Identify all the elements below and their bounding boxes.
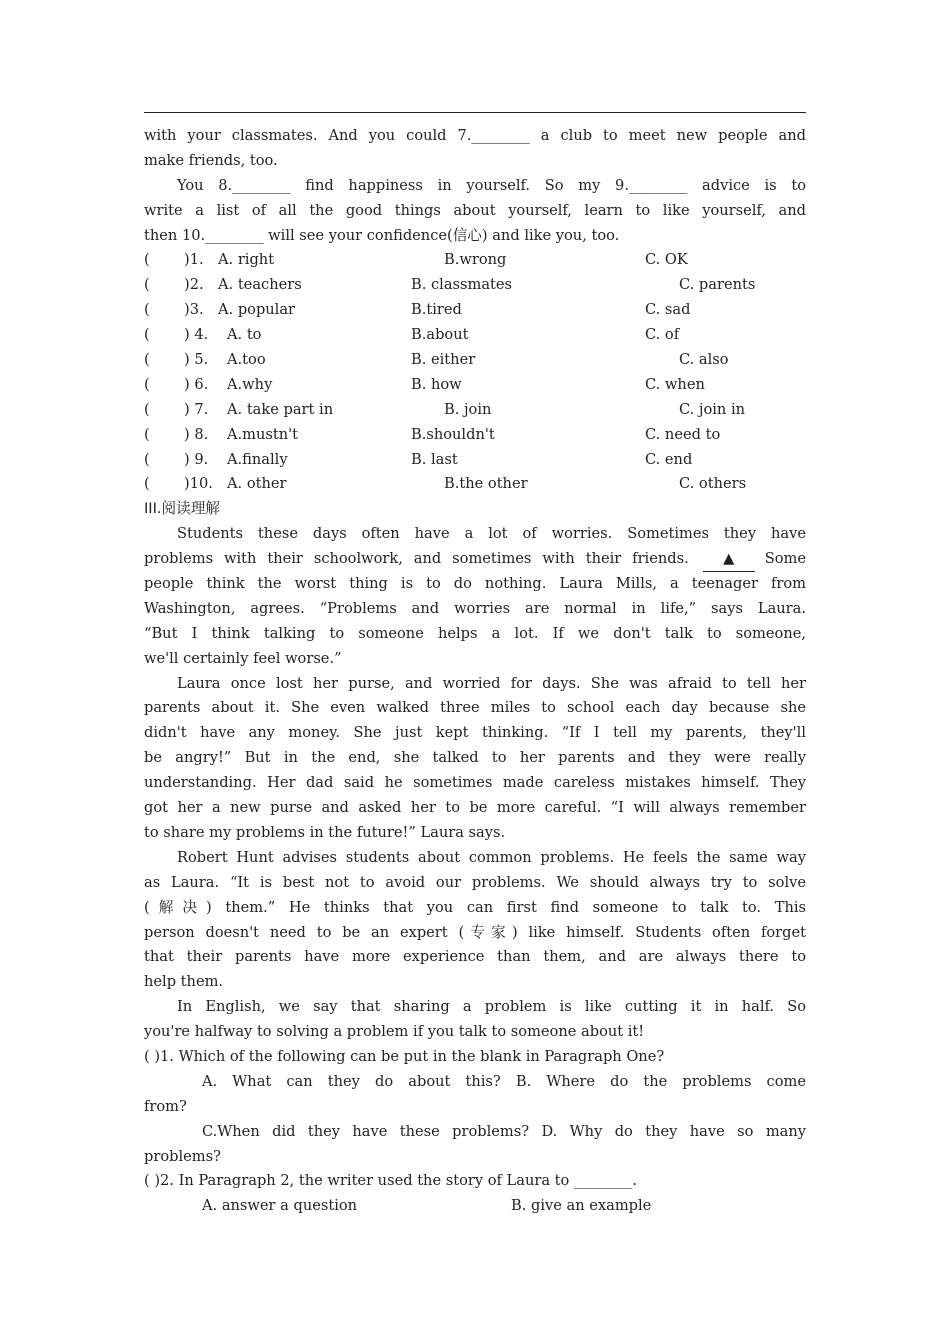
option-a: A. to	[227, 326, 262, 344]
option-b: B. give an example	[511, 1197, 652, 1215]
question-number: )2.	[184, 276, 204, 294]
option-b: B.about	[411, 326, 469, 344]
option-a: A. take part in	[227, 400, 334, 418]
option-row	[144, 398, 806, 423]
answer-paren: (	[144, 276, 150, 294]
passage-line: that their parents have more experience than them, and are always there to	[144, 948, 806, 966]
passage-line: parents about it. She even walked three miles to school each day because she	[144, 699, 806, 717]
passage-line: got her a new purse and asked her to be more careful. “I will always remember	[144, 799, 806, 817]
question-number: )3.	[184, 301, 204, 319]
option-a: A. right	[218, 251, 275, 269]
question-number: ) 4.	[184, 326, 209, 344]
option-b: B. last	[411, 450, 458, 468]
option-row	[144, 273, 806, 298]
option-c: C. of	[645, 326, 680, 344]
cloze-line: with your classmates. And you could 7.________ a club to meet new people and	[144, 127, 806, 144]
answer-paren: (	[144, 301, 150, 319]
option-row	[144, 323, 806, 348]
question-stem: ( )2. In Paragraph 2, the writer used the story of Laura to ________.	[144, 1172, 637, 1190]
worksheet-page	[144, 124, 806, 1219]
option-a: A. teachers	[218, 276, 302, 294]
passage-paragraph-2	[144, 672, 806, 846]
option-a: A. answer a question	[202, 1197, 358, 1215]
question-number: )1.	[184, 251, 204, 269]
option-a: A.too	[227, 351, 266, 369]
passage-line: (解决) them.” He thinks that you can first find someone to talk to. This	[144, 898, 806, 916]
question-number: )10.	[184, 475, 213, 493]
option-row	[144, 348, 806, 373]
passage-line: “But I think talking to someone helps a lot. If we don't talk to someone,	[144, 624, 806, 642]
passage-line: be angry!” But in the end, she talked to her parents and they were really	[144, 749, 806, 767]
question-number: ) 8.	[184, 425, 209, 443]
cloze-line: make friends, too.	[144, 151, 278, 169]
passage-line: understanding. Her dad said he sometimes made careless mistakes himself. They	[144, 774, 806, 792]
option-row	[144, 298, 806, 323]
passage-paragraph-4	[144, 995, 806, 1045]
option-c: C. others	[679, 475, 747, 493]
passage-line	[144, 547, 806, 572]
passage-line: Laura once lost her purse, and worried for days. She was afraid to tell her	[177, 674, 806, 692]
answer-paren: (	[144, 400, 150, 418]
option-a: A. popular	[218, 301, 296, 319]
option-c: C. also	[679, 351, 729, 369]
answer-paren: (	[144, 475, 150, 493]
option-row	[144, 373, 806, 398]
option-c: C. end	[645, 450, 693, 468]
option-a: A.mustn't	[227, 425, 299, 443]
passage-paragraph-3	[144, 846, 806, 995]
option-c: C. OK	[645, 251, 688, 269]
question-options	[144, 1194, 806, 1219]
question-options: C.When did they have these problems? D. Why do they have so many	[202, 1122, 806, 1140]
answer-paren: (	[144, 450, 150, 468]
option-b: B. classmates	[411, 276, 513, 294]
question-1	[144, 1045, 806, 1169]
question-number: ) 9.	[184, 450, 209, 468]
option-c: C. parents	[679, 276, 756, 294]
option-b: B.wrong	[444, 251, 507, 269]
option-row	[144, 423, 806, 448]
option-b: B. how	[411, 375, 462, 393]
passage-line: as Laura. “It is best not to avoid our problems. We should always try to solve	[144, 873, 806, 891]
passage-paragraph-1	[144, 522, 806, 671]
question-number: ) 7.	[184, 400, 209, 418]
option-b: B.tired	[411, 301, 462, 319]
question-stem: ( )1. Which of the following can be put in the blank in Paragraph One?	[144, 1047, 665, 1065]
blank-marker-triangle: ▲	[703, 547, 755, 572]
cloze-line: then 10.________ will see your confidence(信心) and like you, too.	[144, 226, 620, 244]
question-2	[144, 1169, 806, 1219]
passage-line: help them.	[144, 973, 224, 991]
option-c: C. join in	[679, 400, 746, 418]
cloze-line: You 8.________ find happiness in yourself. So my 9.________ advice is to	[177, 176, 806, 194]
passage-line: Students these days often have a lot of worries. Sometimes they have	[177, 525, 806, 543]
passage-line: Robert Hunt advises students about common problems. He feels the same way	[177, 848, 806, 866]
question-options: problems?	[144, 1147, 221, 1165]
option-c: C. when	[645, 375, 705, 393]
option-a: A.why	[227, 375, 273, 393]
passage-line: you're halfway to solving a problem if you talk to someone about it!	[144, 1023, 645, 1041]
header-rule	[144, 112, 806, 113]
question-options: from?	[144, 1097, 187, 1115]
passage-line: person doesn't need to be an expert (专家) like himself. Students often forget	[144, 923, 806, 941]
option-row	[144, 448, 806, 473]
answer-paren: (	[144, 425, 150, 443]
question-options: A. What can they do about this? B. Where do the problems come	[202, 1072, 806, 1090]
option-c: C. sad	[645, 301, 691, 319]
cloze-line: write a list of all the good things about yourself, learn to like yourself, and	[144, 201, 806, 219]
option-a: A. other	[227, 475, 287, 493]
option-row	[144, 472, 806, 497]
passage-line: Washington, agrees. “Problems and worries are normal in life,” says Laura.	[144, 599, 806, 617]
passage-line: people think the worst thing is to do nothing. Laura Mills, a teenager from	[144, 575, 806, 593]
option-b: B. join	[444, 400, 492, 418]
answer-paren: (	[144, 351, 150, 369]
section-heading: III.阅读理解	[144, 500, 220, 518]
option-b: B.the other	[444, 475, 528, 493]
question-number: ) 6.	[184, 375, 209, 393]
passage-text: problems with their schoolwork, and sometimes with their friends.	[144, 550, 689, 568]
answer-paren: (	[144, 326, 150, 344]
option-a: A.finally	[227, 450, 288, 468]
question-number: ) 5.	[184, 351, 209, 369]
option-b: B.shouldn't	[411, 425, 495, 443]
option-row	[144, 248, 806, 273]
passage-line: didn't have any money. She just kept thinking. “If I tell my parents, they'll	[144, 724, 806, 742]
cloze-options	[144, 248, 806, 497]
answer-paren: (	[144, 251, 150, 269]
passage-text: Some	[764, 550, 806, 568]
passage-line: to share my problems in the future!” Laura says.	[144, 823, 506, 841]
option-b: B. either	[411, 351, 476, 369]
passage-line: In English, we say that sharing a problem is like cutting it in half. So	[177, 998, 806, 1016]
passage-line: we'll certainly feel worse.”	[144, 649, 342, 667]
answer-paren: (	[144, 375, 150, 393]
option-c: C. need to	[645, 425, 721, 443]
